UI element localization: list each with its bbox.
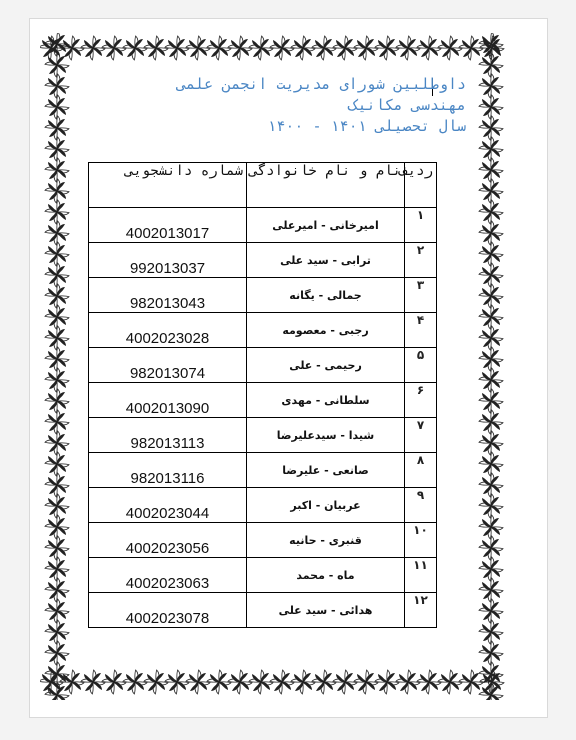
ornament-motif: [45, 242, 69, 266]
student-id-cell: 4002023078: [89, 593, 247, 628]
student-id-cell: 982013116: [89, 453, 247, 488]
table-row: [89, 558, 437, 593]
heading-line-3: سال تحصیلی ۱۴۰۱ - ۱۴۰۰: [267, 117, 466, 135]
row-number-cell: ۱۲: [405, 593, 437, 628]
ornament-motif: [165, 36, 189, 60]
row-number-cell: ۲: [405, 243, 437, 278]
table-header-row: [89, 163, 437, 208]
candidate-name-cell: ماه - محمد: [247, 558, 405, 593]
ornament-motif: [479, 347, 503, 371]
ornament-motif: [479, 242, 503, 266]
heading-line-1: داوطلبین شورای مدیریت انجمن علمی: [177, 75, 466, 93]
ornament-motif: [479, 410, 503, 434]
ornament-svg: [474, 33, 508, 700]
ornament-motif: [479, 74, 503, 98]
ornament-motif: [249, 36, 273, 60]
ornament-motif: [45, 53, 69, 77]
ornament-motif: [417, 670, 441, 694]
table-row: [89, 243, 437, 278]
ornament-motif: [438, 36, 462, 60]
ornament-motif: [479, 200, 503, 224]
ornament-motif: [45, 473, 69, 497]
student-id-cell: 982013043: [89, 278, 247, 313]
ornament-motif: [354, 36, 378, 60]
ornament-motif: [45, 368, 69, 392]
ornament-motif: [228, 670, 252, 694]
column-header-student-id: شماره دانشجویی: [89, 163, 247, 208]
ornament-motif: [45, 599, 69, 623]
ornament-motif: [123, 670, 147, 694]
ornament-motif: [479, 263, 503, 287]
ornament-motif: [45, 200, 69, 224]
ornament-motif: [270, 670, 294, 694]
ornament-motif: [45, 33, 69, 56]
table-row: [89, 523, 437, 558]
ornament-motif: [45, 263, 69, 287]
ornament-motif: [333, 36, 357, 60]
ornament-motif: [479, 473, 503, 497]
ornament-motif: [354, 670, 378, 694]
student-id-cell: 4002023028: [89, 313, 247, 348]
student-id-cell: 4002023056: [89, 523, 247, 558]
ornament-motif: [123, 36, 147, 60]
ornament-motif: [45, 95, 69, 119]
ornament-motif: [312, 36, 336, 60]
ornament-motif: [479, 33, 503, 56]
ornament-motif: [45, 179, 69, 203]
ornament-svg: [40, 33, 74, 700]
ornament-motif: [45, 578, 69, 602]
row-number-cell: ۷: [405, 418, 437, 453]
row-number-cell: ۱۰: [405, 523, 437, 558]
ornament-motif: [479, 683, 503, 700]
ornament-motif: [45, 452, 69, 476]
ornament-motif: [396, 670, 420, 694]
table-row: [89, 453, 437, 488]
ornament-motif: [375, 670, 399, 694]
table-row: [89, 383, 437, 418]
ornament-motif: [45, 137, 69, 161]
ornament-motif: [479, 620, 503, 644]
ornament-motif: [479, 95, 503, 119]
ornament-motif: [45, 410, 69, 434]
ornament-motif: [45, 431, 69, 455]
ornament-motif: [45, 347, 69, 371]
row-number-cell: ۵: [405, 348, 437, 383]
candidates-table: [88, 162, 437, 628]
row-number-cell: ۹: [405, 488, 437, 523]
row-number-cell: ۸: [405, 453, 437, 488]
ornament-motif: [270, 36, 294, 60]
row-number-cell: ۱۱: [405, 558, 437, 593]
ornament-motif: [45, 515, 69, 539]
ornament-motif: [144, 670, 168, 694]
row-number-cell: ۱: [405, 208, 437, 243]
student-id-cell: 4002023063: [89, 558, 247, 593]
ornament-motif: [207, 36, 231, 60]
student-id-cell: 992013037: [89, 243, 247, 278]
ornament-motif: [479, 536, 503, 560]
ornament-motif: [291, 36, 315, 60]
candidate-name-cell: رحیمی - علی: [247, 348, 405, 383]
ornament-motif: [45, 620, 69, 644]
candidate-name-cell: هدائی - سید علی: [247, 593, 405, 628]
ornament-motif: [102, 36, 126, 60]
ornament-motif: [45, 557, 69, 581]
ornament-svg: [40, 33, 508, 63]
ornament-motif: [417, 36, 441, 60]
table-row: [89, 313, 437, 348]
row-number-cell: ۳: [405, 278, 437, 313]
ornament-motif: [45, 305, 69, 329]
ornamental-border-bottom: [40, 664, 508, 700]
ornament-motif: [479, 158, 503, 182]
ornament-motif: [333, 670, 357, 694]
table-row: [89, 348, 437, 383]
ornament-motif: [396, 36, 420, 60]
candidate-name-cell: جمالی - یگانه: [247, 278, 405, 313]
heading-line-2: مهندسی مکانیک: [348, 96, 466, 114]
ornament-motif: [479, 305, 503, 329]
ornament-motif: [375, 36, 399, 60]
ornament-motif: [45, 221, 69, 245]
ornament-motif: [479, 284, 503, 308]
ornament-motif: [479, 221, 503, 245]
table-row: [89, 418, 437, 453]
ornament-svg: [40, 664, 508, 700]
ornament-motif: [479, 578, 503, 602]
candidate-name-cell: صانعی - علیرضا: [247, 453, 405, 488]
candidate-name-cell: شیدا - سیدعلیرضا: [247, 418, 405, 453]
ornament-motif: [81, 36, 105, 60]
ornament-motif: [479, 53, 503, 77]
ornament-motif: [479, 599, 503, 623]
ornament-motif: [186, 36, 210, 60]
ornament-motif: [479, 137, 503, 161]
candidate-name-cell: قنبری - حانیه: [247, 523, 405, 558]
ornament-motif: [479, 179, 503, 203]
ornament-motif: [45, 74, 69, 98]
ornament-motif: [45, 326, 69, 350]
row-number-cell: ۴: [405, 313, 437, 348]
ornament-motif: [45, 536, 69, 560]
ornament-motif: [45, 662, 69, 686]
ornament-motif: [312, 670, 336, 694]
student-id-cell: 4002013090: [89, 383, 247, 418]
ornament-motif: [45, 284, 69, 308]
ornament-motif: [479, 368, 503, 392]
student-id-cell: 982013113: [89, 418, 247, 453]
ornament-motif: [438, 670, 462, 694]
ornament-motif: [291, 670, 315, 694]
ornament-motif: [45, 116, 69, 140]
student-id-cell: 4002023044: [89, 488, 247, 523]
table-row: [89, 488, 437, 523]
ornament-motif: [165, 670, 189, 694]
ornament-motif: [479, 557, 503, 581]
table-row: [89, 208, 437, 243]
ornamental-border-left: [40, 33, 74, 700]
ornament-motif: [479, 641, 503, 665]
column-header-row-number: ردیف: [405, 163, 437, 208]
candidate-name-cell: عربیان - اکبر: [247, 488, 405, 523]
ornament-motif: [228, 36, 252, 60]
ornament-motif: [479, 515, 503, 539]
ornament-motif: [479, 494, 503, 518]
candidate-name-cell: ترابی - سید علی: [247, 243, 405, 278]
ornament-motif: [144, 36, 168, 60]
ornament-motif: [479, 662, 503, 686]
candidate-name-cell: امیرخانی - امیرعلی: [247, 208, 405, 243]
ornament-motif: [45, 494, 69, 518]
ornament-motif: [45, 158, 69, 182]
table-row: [89, 593, 437, 628]
ornament-motif: [249, 670, 273, 694]
ornament-motif: [479, 116, 503, 140]
ornament-motif: [479, 326, 503, 350]
row-number-cell: ۶: [405, 383, 437, 418]
ornament-motif: [479, 389, 503, 413]
ornament-motif: [45, 683, 69, 700]
ornamental-border-top: [40, 33, 508, 63]
column-header-name: نام و نام خانوادگی: [247, 163, 405, 208]
student-id-cell: 4002013017: [89, 208, 247, 243]
candidate-name-cell: سلطانی - مهدی: [247, 383, 405, 418]
ornament-motif: [45, 389, 69, 413]
ornament-motif: [479, 431, 503, 455]
ornamental-border-right: [474, 33, 508, 700]
ornament-motif: [45, 641, 69, 665]
student-id-cell: 982013074: [89, 348, 247, 383]
ornament-motif: [479, 452, 503, 476]
ornament-motif: [81, 670, 105, 694]
candidate-name-cell: رجبی - معصومه: [247, 313, 405, 348]
table-row: [89, 278, 437, 313]
table-body: [89, 208, 437, 628]
ornament-motif: [102, 670, 126, 694]
document-heading[interactable]: [126, 74, 466, 137]
ornament-motif: [207, 670, 231, 694]
ornament-motif: [186, 670, 210, 694]
